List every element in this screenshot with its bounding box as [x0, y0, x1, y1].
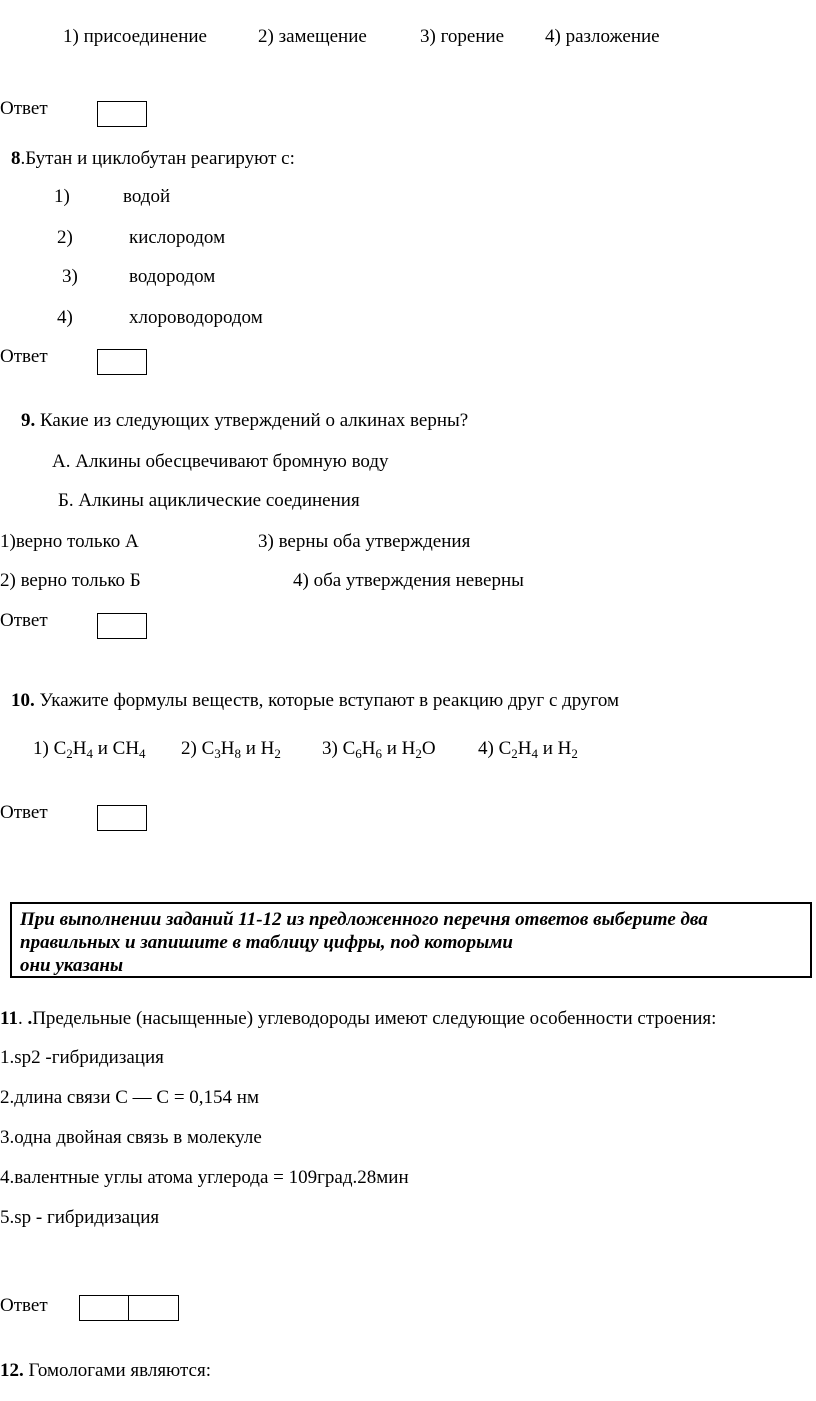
q9-statement-a: А. Алкины обесцвечивают бромную воду	[52, 451, 389, 472]
q10-option: 1) $C_2H_4$ и $CH_4$	[33, 738, 146, 761]
q9-option: 3) верны оба утверждения	[258, 531, 471, 552]
instructions-line: При выполнении заданий 11-12 из предложенного перечня ответов выберите два	[20, 909, 708, 930]
q8-text: .Бутан и циклобутан реагируют с:	[20, 148, 295, 169]
q9-option: 2) верно только Б	[0, 570, 141, 591]
answer-box[interactable]	[97, 349, 147, 375]
q11-item: 5.sp - гибридизация	[0, 1207, 160, 1228]
q11-text: Предельные (насыщенные) углеводороды имеют следующие особенности строения:	[32, 1008, 717, 1029]
answer-box[interactable]	[97, 805, 147, 831]
q8-option-num: 2)	[57, 227, 73, 248]
answer-label: Ответ	[0, 346, 48, 367]
q10-option: 3) $C_6H_6$ и $H_2O$	[322, 738, 436, 761]
q10-option: 4) $C_2H_4$ и $H_2$	[478, 738, 578, 761]
q12-heading	[0, 1360, 211, 1382]
answer-box[interactable]	[97, 613, 147, 639]
q11-item: 1.sp2 -гибридизация	[0, 1047, 164, 1068]
answer-box-cell-2[interactable]	[128, 1295, 179, 1321]
q8-option-num: 3)	[62, 266, 78, 287]
q8-option-num: 1)	[54, 186, 70, 207]
answer-box-cell-1[interactable]	[79, 1295, 129, 1321]
q11-heading: 11. .Предельные (насыщенные) углеводороды имеют следующие особенности строения:	[0, 1008, 717, 1029]
q10-text: Укажите формулы веществ, которые вступают в реакцию друг с другом	[34, 690, 620, 711]
q8-heading	[11, 148, 295, 170]
instructions-line: они указаны	[20, 955, 124, 976]
q8-number: 8	[11, 148, 21, 169]
answer-box[interactable]	[97, 101, 147, 127]
q8-option-text: хлороводородом	[129, 307, 263, 328]
q11-item: 4.валентные углы атома углерода = 109град.28мин	[0, 1167, 409, 1188]
instructions-line: правильных и запишите в таблицу цифры, под которыми	[20, 932, 513, 953]
option-1: 1) присоединение	[63, 26, 207, 47]
q9-option: 4) оба утверждения неверны	[293, 570, 524, 591]
q11-number: 11	[0, 1008, 18, 1029]
q12-text: Гомологами являются:	[23, 1360, 211, 1381]
q10-heading	[11, 690, 619, 712]
q11-item: 3.одна двойная связь в молекуле	[0, 1127, 262, 1148]
q11-item: 2.длина связи С — С = 0,154 нм	[0, 1087, 259, 1108]
option-4: 4) разложение	[545, 26, 660, 47]
q9-statement-b: Б. Алкины ациклические соединения	[58, 490, 360, 511]
option-2: 2) замещение	[258, 26, 367, 47]
answer-label: Ответ	[0, 1295, 48, 1316]
q9-text: Какие из следующих утверждений о алкинах верны?	[35, 410, 469, 431]
q10-number: 10.	[11, 690, 35, 711]
answer-label: Ответ	[0, 98, 48, 119]
q10-option: 2) $C_3H_8$ и $H_2$	[181, 738, 281, 761]
instructions-box	[10, 902, 812, 978]
answer-label: Ответ	[0, 802, 48, 823]
answer-label: Ответ	[0, 610, 48, 631]
q12-number: 12.	[0, 1360, 24, 1381]
q8-option-num: 4)	[57, 307, 73, 328]
q8-option-text: водородом	[129, 266, 216, 287]
q8-option-text: водой	[123, 186, 171, 207]
option-3: 3) горение	[420, 26, 505, 47]
q9-number: 9.	[21, 410, 36, 431]
q8-option-text: кислородом	[129, 227, 226, 248]
q9-option: 1)верно только А	[0, 531, 139, 552]
q9-heading	[21, 410, 468, 432]
